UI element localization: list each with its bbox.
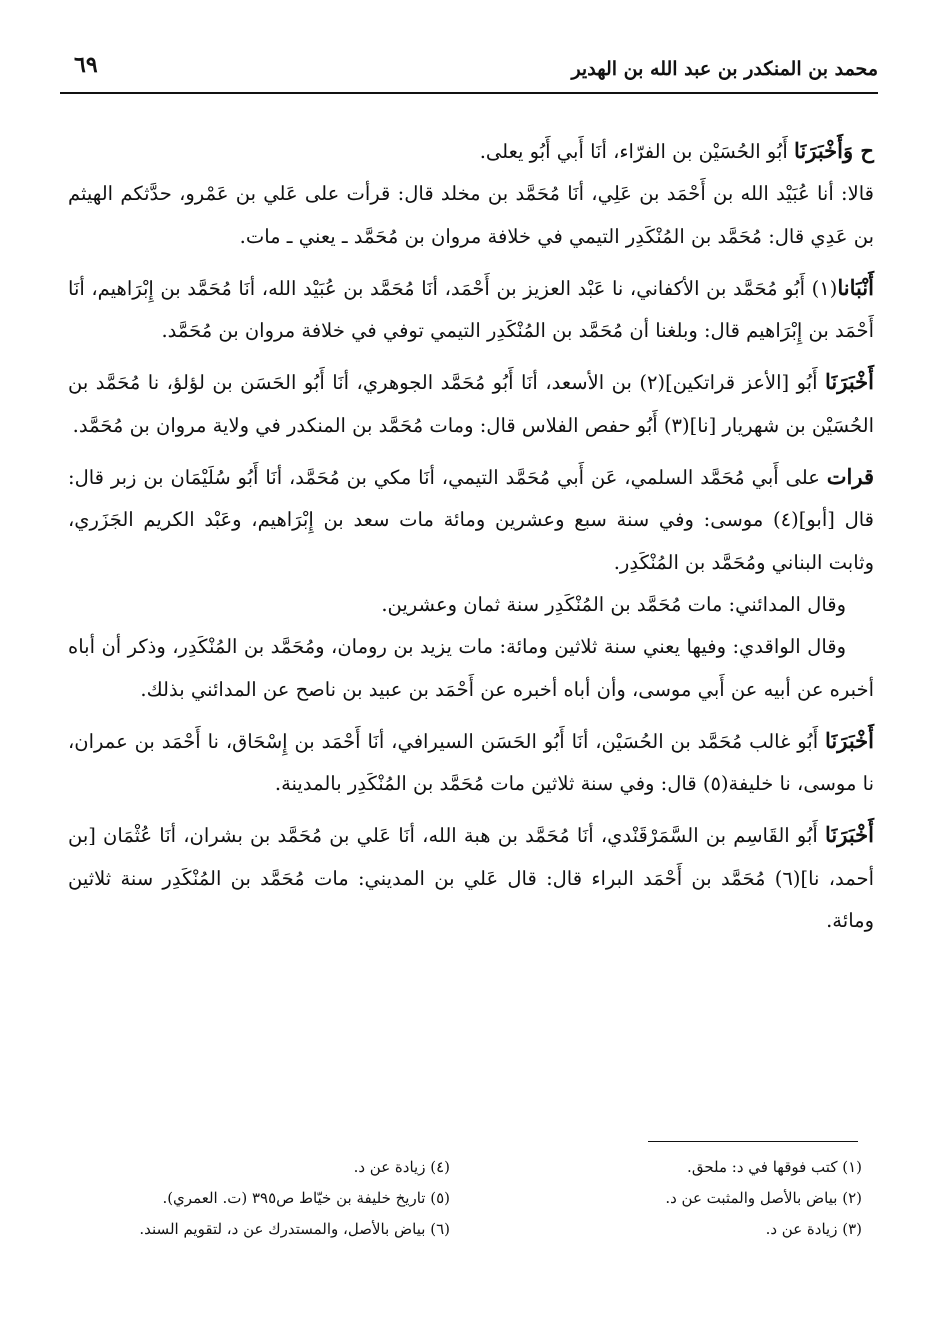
footnote: (١) كتب فوقها في د: ملحق. [687, 1158, 862, 1176]
paragraph-keyword: أَنْبَانا [837, 274, 874, 300]
running-title: محمد بن المنكدر بن عبد الله بن الهدير [571, 58, 878, 80]
paragraph-text: وقال المدائني: مات مُحَمَّد بن المُنْكَدِر سنة ثمان وعشرين. [381, 592, 846, 616]
paragraph [68, 584, 874, 626]
paragraph-keyword: قرات [826, 464, 874, 490]
paragraph-keyword: أَخْبَرَنَا [825, 822, 874, 848]
footnote: (٥) تاريخ خليفة بن خيّاط ص٣٩٥ (ت. العمري). [162, 1189, 450, 1207]
paragraph [68, 456, 874, 584]
paragraph-text: على أَبي مُحَمَّد السلمي، عَن أَبي مُحَمَّد التيمي، أنَا مكي بن مُحَمَّد، أنَا أَبُو سُلَيْمَان بن زبر قال: قال [أبو](٤) موسى: وفي سنة سبع وعشرين ومائة مات سعد بن إِبْرَاهيم، وعَبْد الكريم الجَزَري، وثابت البناني ومُحَمَّد بن المُنْكَدِر. [68, 466, 874, 574]
paragraph [68, 267, 874, 353]
paragraph [68, 814, 874, 942]
footnotes-column-right [480, 1152, 862, 1245]
paragraph [68, 130, 874, 173]
page-number: ٦٩ [74, 52, 98, 78]
page-header [60, 50, 878, 94]
paragraph-text: أَبُو الحُسَيْن بن الفرّاء، أنَا أَبي أَبُو يعلى. [479, 140, 794, 163]
paragraph-text: أَبُو غالب مُحَمَّد بن الحُسَيْن، أنَا أَبُو الحَسَن السيرافي، أنَا أَحْمَد بن إِسْحَاق، نا أَحْمَد بن عمران، نا موسى، نا خليفة(٥) قال: وفي سنة ثلاثين مات مُحَمَّد بن المُنْكَدِر بالمدينة. [68, 729, 874, 796]
footnote: (٣) زيادة عن د. [765, 1220, 862, 1238]
paragraph [68, 720, 874, 806]
paragraph-text: أَبُو [الأعز قراتكين](٢) بن الأسعد، أنَا أَبُو مُحَمَّد الجوهري، أنَا أَبُو الحَسَن بن لؤلؤ، نا مُحَمَّد بن الحُسَيْن بن شهريار [نا](٣) أَبُو حفص الفلاس قال: ومات مُحَمَّد بن المنكدر في ولاية مروان بن مُحَمَّد. [68, 371, 874, 437]
paragraph-text: أَبُو القَاسِم بن السَّمَرْقَنْدي، أنَا مُحَمَّد بن هبة الله، أنَا عَلي بن مُحَمَّد بن بشران، أنَا عُثْمَان [بن أحمد، نا](٦) مُحَمَّد بن أَحْمَد البراء قال: قال عَلي بن المديني: مات مُحَمَّد بن المُنْكَدِر سنة ثلاثين ومائة. [68, 824, 874, 933]
footnote: (٢) بياض بالأصل والمثبت عن د. [665, 1189, 862, 1207]
paragraph [68, 173, 874, 258]
paragraph-keyword: ح وَأَخْبَرَنَا [794, 138, 874, 163]
paragraph-text: وقال الواقدي: وفيها يعني سنة ثلاثين ومائة: مات يزيد بن رومان، ومُحَمَّد بن المُنْكَدِر، وذكر أن أباه أخبره عن أبيه عن أَبي موسى، وأن أباه أخبره عن أَحْمَد بن عبيد بن ناصح عن المدائني بذلك. [68, 635, 874, 701]
paragraph [68, 361, 874, 447]
footnotes-column-left [68, 1152, 450, 1245]
paragraph-text: قالا: أنا عُبَيْد الله بن أَحْمَد بن عَلِي، أنَا مُحَمَّد بن مخلد قال: قرأت على عَلي بن عَمْرو، حدَّثكم الهيثم بن عَدِي قال: مُحَمَّد بن المُنْكَدِر التيمي في خلافة مروان بن مُحَمَّد ـ يعني ـ مات. [68, 182, 874, 248]
footnote-divider [648, 1141, 858, 1142]
footnote: (٤) زيادة عن د. [353, 1158, 450, 1176]
main-text [68, 130, 874, 951]
paragraph-text: (١) أَبُو مُحَمَّد بن الأكفاني، نا عَبْد العزيز بن أَحْمَد، أنَا مُحَمَّد بن عُبَيْد الله، أنَا مُحَمَّد بن إِبْرَاهيم، أنَا أَحْمَد بن إِبْرَاهيم قال: وبلغنا أن مُحَمَّد بن المُنْكَدِر التيمي توفي في خلافة مروان بن مُحَمَّد. [68, 276, 874, 343]
footnotes [68, 1152, 862, 1245]
paragraph-keyword: أَخْبَرَنَا [825, 727, 874, 753]
paragraph-keyword: أَخْبَرَنَا [825, 369, 874, 395]
footnote: (٦) بياض بالأصل، والمستدرك عن د، لتقويم السند. [139, 1220, 450, 1238]
paragraph [68, 626, 874, 711]
